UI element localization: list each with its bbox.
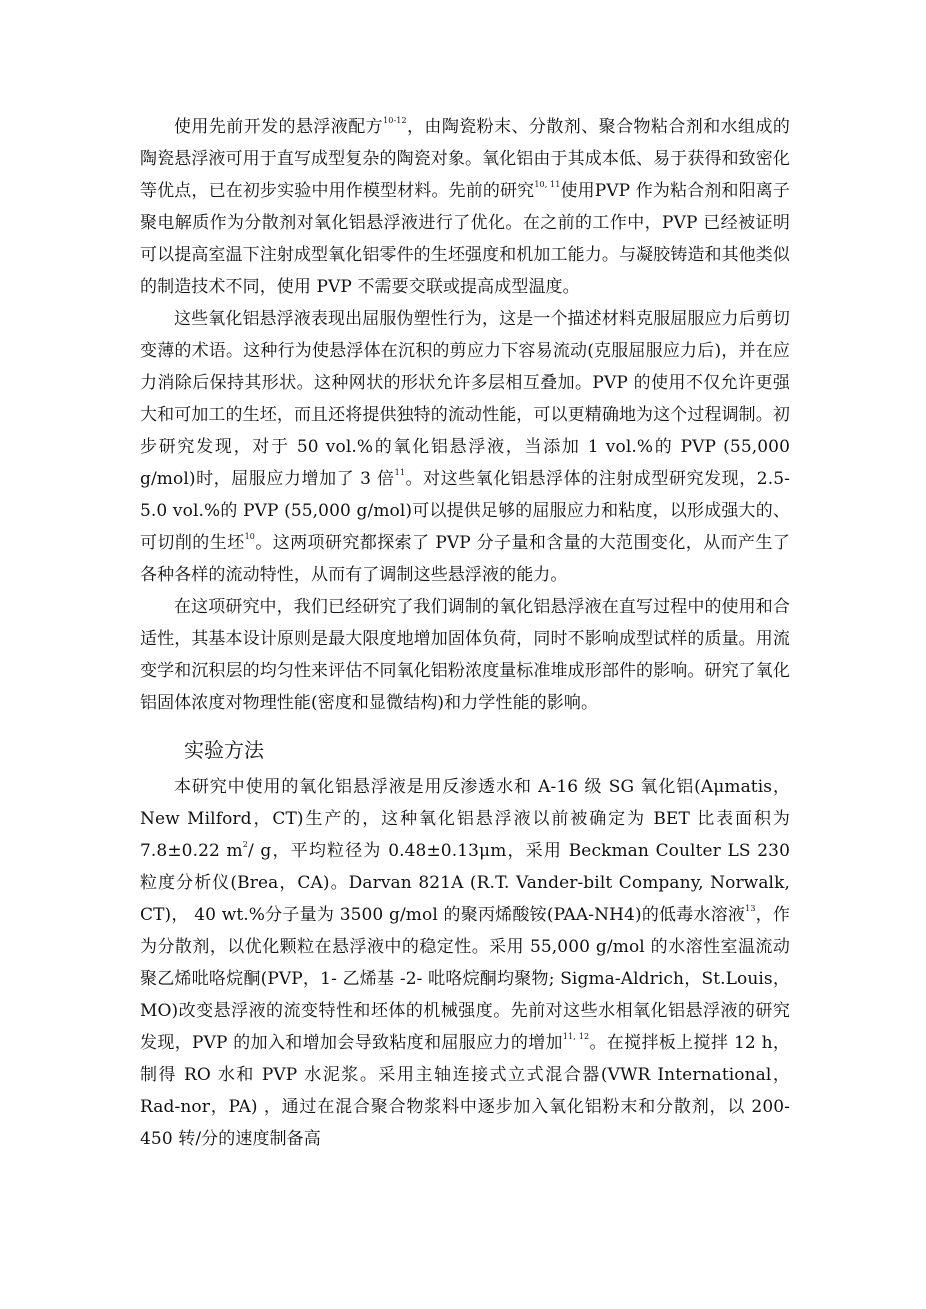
citation: 10-12 [383,116,407,125]
paragraph-3 [140,591,790,719]
text-run: 。对这些氧化铝悬浮体的注射成型研究发现，2.5-5.0 vol.%的 PVP (55,000 g/mol)可以提供足够的屈服应力和粘度，以形成强大的、可切削的生坯 [140,469,790,553]
section-heading: 实验方法 [184,738,264,762]
paragraph-2 [140,303,790,591]
text-run: 使用先前开发的悬浮液配方 [174,117,384,137]
text-run: 本研究中使用的氧化铝悬浮液是用反渗透水和 A-16 级 SG 氧化铝(Aμmatis，New Milford，CT)生产的，这种氧化铝悬浮液以前被确定为 BET 比表面积为 7.8±0.22 m [140,777,790,861]
citation: 10, 11 [534,180,561,189]
citation: 11, 12 [562,1032,590,1041]
superscript: 2 [242,840,248,849]
text-run: 。在搅拌板上搅拌 12 h，制得 RO 水和 PVP 水泥浆。采用主轴连接式立式混合器(VWR International，Rad-nor，PA) ，通过在混合聚合物浆料中逐步加入氧化铝粉末和分散剂，以 200-450 转/分的速度制备高 [140,1033,790,1149]
text-run: 在这项研究中，我们已经研究了我们调制的氧化铝悬浮液在直写过程中的使用和合适性，其基本设计原则是最大限度地增加固体负荷，同时不影响成型试样的质量。用流变学和沉积层的均匀性来评估不同氧化铝粉浓度量标准堆成形部件的影响。研究了氧化铝固体浓度对物理性能(密度和显微结构)和力学性能的影响。 [140,597,790,713]
paragraph-4 [140,771,790,1155]
text-run: ，作为分散剂，以优化颗粒在悬浮液中的稳定性。采用 55,000 g/mol 的水溶性室温流动聚乙烯吡咯烷酮(PVP，1- 乙烯基 -2- 吡咯烷酮均聚物; Sigma-Aldrich，St.Louis，MO)改变悬浮液的流变特性和坯体的机械强度。先前对这些水相氧化铝悬浮液的研究发现，PVP 的加入和增加会导致粘度和屈服应力的增加 [140,905,791,1053]
text-run: 这些氧化铝悬浮液表现出屈服伪塑性行为，这是一个描述材料克服屈服应力后剪切变薄的术语。这种行为使悬浮体在沉积的剪应力下容易流动(克服屈服应力后)，并在应力消除后保持其形状。这种网状的形状允许多层相互叠加。PVP 的使用不仅允许更强大和可加工的生坯，而且还将提供独特的流动性能，可以更精确地为这个过程调制。初步研究发现，对于 50 vol.%的氧化铝悬浮液，当添加 1 vol.%的 PVP (55,000 g/mol)时，屈服应力增加了 3 倍 [140,309,790,489]
text-run: / g，平均粒径为 0.48±0.13μm，采用 Beckman Coulter LS 230 粒度分析仪(Brea，CA)。Darvan 821A (R.T. Vander-bilt Company, Norwalk, CT)， 40 wt.%分子量为 3500 g/mol 的聚丙烯酸铵(PAA-NH4)的低毒水溶液 [140,841,790,925]
citation: 11 [394,468,406,477]
paragraph-1 [140,111,790,303]
text-run: 使用PVP 作为粘合剂和阳离子聚电解质作为分散剂对氧化铝悬浮液进行了优化。在之前的工作中，PVP 已经被证明可以提高室温下注射成型氧化铝零件的生坯强度和机加工能力。与凝胶铸造和其他类似的制造技术不同，使用 PVP 不需要交联或提高成型温度。 [140,181,790,297]
citation: 13 [745,904,756,913]
body-text [140,111,790,1155]
text-run: ，由陶瓷粉末、分散剂、聚合物粘合剂和水组成的陶瓷悬浮液可用于直写成型复杂的陶瓷对象。氧化铝由于其成本低、易于获得和致密化等优点，已在初步实验中用作模型材料。先前的研究 [140,117,790,201]
citation: 10 [244,532,255,541]
text-run: 。这两项研究都探索了 PVP 分子量和含量的大范围变化，从而产生了各种各样的流动特性，从而有了调制这些悬浮液的能力。 [140,533,790,585]
